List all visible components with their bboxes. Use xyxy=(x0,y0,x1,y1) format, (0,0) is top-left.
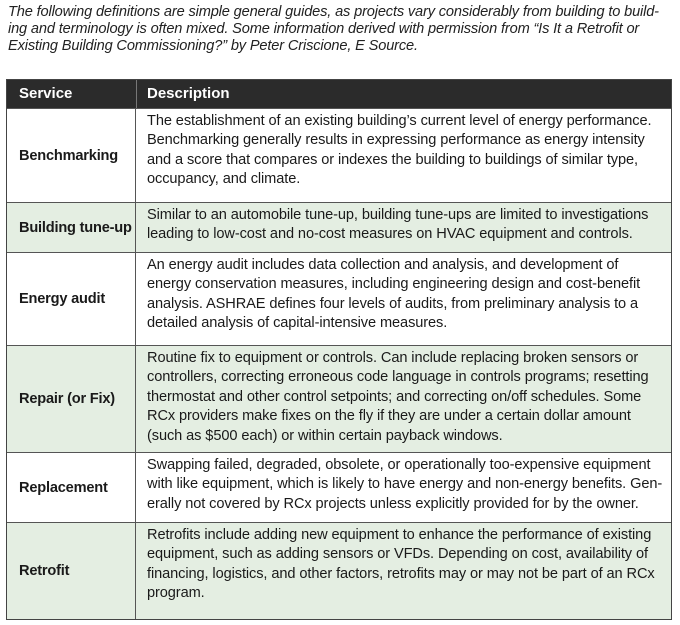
description-line: and a score that compares or indexes the building to buildings of similar type, xyxy=(147,151,638,168)
description-line: RCx providers make fixes on the fly if they are under a certain dollar amount xyxy=(147,408,631,425)
description-line: erally not covered by RCx projects unless explicitly provided for by the owner. xyxy=(147,495,639,512)
table-row xyxy=(7,452,671,522)
description-line: (such as $500 each) or within certain payback windows. xyxy=(147,427,503,444)
service-name: Retrofit xyxy=(7,523,136,619)
intro-paragraph xyxy=(8,4,672,55)
description-line: Similar to an automobile tune-up, building tune-ups are limited to investigations xyxy=(147,207,649,223)
description-line: Swapping failed, degraded, obsolete, or operationally too-expensive equipment xyxy=(147,457,651,473)
description-line: Retrofits include adding new equipment to enhance the performance of existing xyxy=(147,527,652,543)
services-table xyxy=(6,79,672,620)
header-divider xyxy=(136,80,137,108)
service-description xyxy=(147,456,665,514)
description-line: energy conservation measures, including engineering design and cost-benefit xyxy=(147,276,641,293)
description-line: program. xyxy=(147,585,205,602)
service-name: Replacement xyxy=(7,453,136,522)
service-description xyxy=(147,526,665,604)
header-description: Description xyxy=(147,85,230,102)
table-row xyxy=(7,345,671,452)
description-line: equipment, such as adding sensors or VFDs. Depending on cost, availability of xyxy=(147,546,648,563)
description-line: occupancy, and climate. xyxy=(147,171,301,188)
service-name: Benchmarking xyxy=(7,109,136,202)
service-description xyxy=(147,112,665,190)
intro-line: The following definitions are simple general guides, as projects vary considerably from building to build- xyxy=(8,4,659,20)
service-name: Repair (or Fix) xyxy=(7,346,136,452)
description-line: Routine fix to equipment or controls. Can include replacing broken sensors or xyxy=(147,350,639,366)
service-description xyxy=(147,256,665,334)
description-line: Benchmarking generally results in expressing performance as energy intensity xyxy=(147,132,645,149)
service-name: Building tune-up xyxy=(7,203,136,252)
description-line: The establishment of an existing building’s current level of energy performance. xyxy=(147,113,652,129)
description-line: detailed analysis of capital-intensive measures. xyxy=(147,315,448,332)
table-header xyxy=(7,80,671,108)
service-name: Energy audit xyxy=(7,253,136,345)
table-row xyxy=(7,252,671,345)
intro-line: ing and terminology is often mixed. Some information derived with permission from “Is It a Retrofit or xyxy=(8,21,640,37)
table-row xyxy=(7,202,671,252)
description-line: controllers, correcting erroneous code language in controls programs; resetting xyxy=(147,369,649,386)
description-line: analysis. ASHRAE defines four levels of audits, from preliminary analysis to a xyxy=(147,295,639,312)
service-description xyxy=(147,349,665,446)
description-line: financing, logistics, and other factors, retrofits may or may not be part of an RCx xyxy=(147,565,655,582)
description-line: An energy audit includes data collection and analysis, and development of xyxy=(147,257,619,273)
description-line: with like equipment, which is likely to have energy and non-energy benefits. Gen- xyxy=(147,476,663,493)
header-service: Service xyxy=(19,85,73,102)
description-line: leading to low-cost and no-cost measures on HVAC equipment and controls. xyxy=(147,226,633,243)
service-description xyxy=(147,206,665,245)
description-line: thermostat and other control setpoints; and correcting on/off schedules. Some xyxy=(147,388,642,405)
table-row xyxy=(7,522,671,619)
table-row xyxy=(7,108,671,202)
intro-line: Existing Building Commissioning?” by Peter Criscione, E Source. xyxy=(8,38,418,54)
